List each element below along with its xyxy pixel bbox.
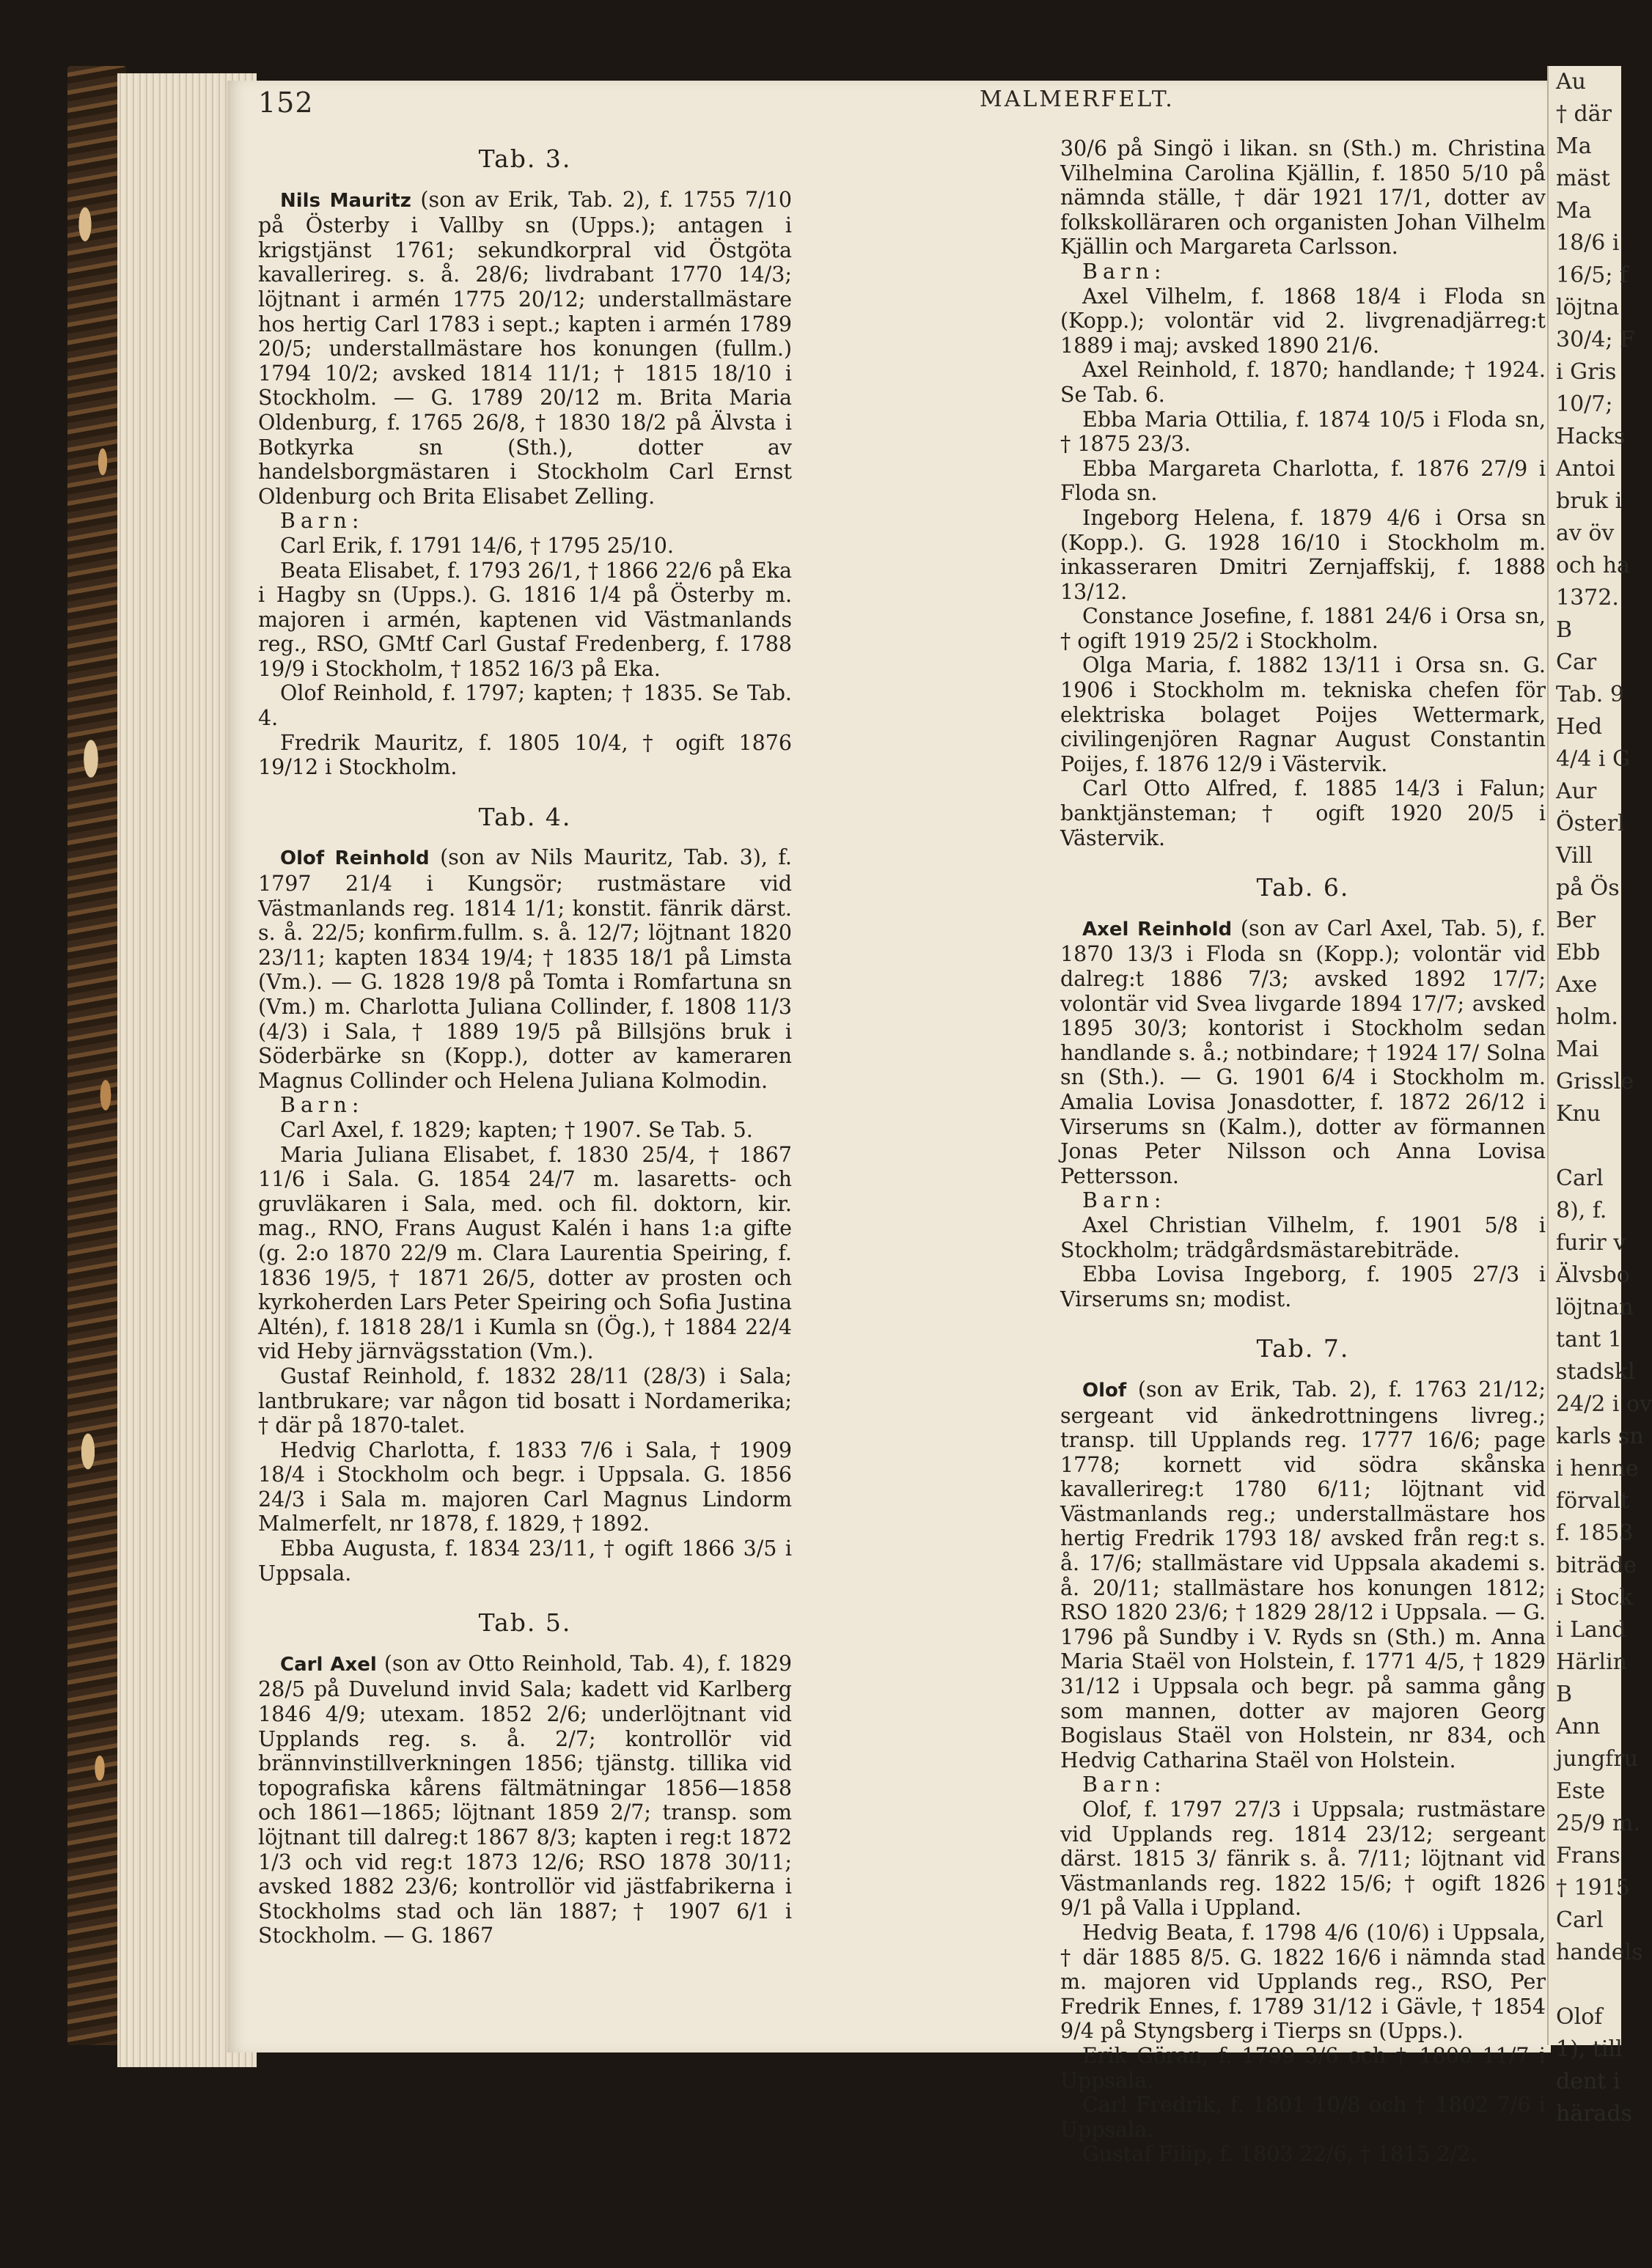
next-page-fragment: † där <box>1556 101 1612 127</box>
next-page-fragment: furir v <box>1556 1230 1626 1256</box>
next-page-fragment: Frans <box>1556 1843 1620 1868</box>
next-page-fragment: Knu <box>1556 1101 1601 1127</box>
child-entry: Constance Josefine, f. 1881 24/6 i Orsa sn, † ogift 1919 25/2 i Stockholm. <box>1060 604 1546 653</box>
children-heading: Barn: <box>1082 1188 1167 1213</box>
continued-text: 30/6 på Singö i likan. sn (Sth.) m. Christina Vilhelmina Carolina Kjällin, f. 1850 5/10 på nämnda ställe, † där 1921 17/1, dotter av folkskolläraren och organisten Johan Vilhelm Kjällin och Margareta Carlsson. <box>1060 136 1546 259</box>
next-page-fragment: stadskl <box>1556 1359 1635 1385</box>
children-heading: Barn: <box>1082 259 1167 284</box>
child-entry: Carl Otto Alfred, f. 1885 14/3 i Falun; banktjänsteman; † ogift 1920 20/5 i Västervik. <box>1060 776 1546 850</box>
child-entry: Olof, f. 1797 27/3 i Uppsala; rustmästare vid Upplands reg. 1814 23/12; sergeant därst. 1815 3/ fänrik s. å. 7/11; löjtnant vid Västmanlands reg. 1822 15/6; † ogift 1826 9/1 på Valla i Uppland. <box>1060 1797 1546 1921</box>
next-page-fragment: jungfru <box>1556 1746 1638 1772</box>
next-page-fragment: mäst <box>1556 166 1610 191</box>
next-page-fragment: Car <box>1556 649 1597 675</box>
next-page-fragment: löjtnan <box>1556 1295 1634 1320</box>
next-page-fragment: biträde <box>1556 1553 1637 1578</box>
next-page-fragment: i Gris <box>1556 359 1617 385</box>
child-entry: Erik Göran, f. 1799 3/6 och † 1800 11/7 i Uppsala. <box>1060 2043 1546 2093</box>
next-page-fragment: av öv <box>1556 520 1615 546</box>
next-page-fragment: 8), f. <box>1556 1198 1607 1223</box>
person-entry <box>1060 916 1546 1189</box>
next-page-edge <box>1547 66 1652 2127</box>
next-page-fragment: Tab. 9 <box>1556 682 1624 707</box>
entry-text: (son av Erik, Tab. 2), f. 1763 21/12; sergeant vid änkedrottningens livreg.; transp. till Upplands reg. 1777 16/6; page 1778; kornett vid södra skånska kavallerireg:t 1780 6/11; löjtnant vid Västmanlands reg.; understallmästare hos hertig Fredrik 1793 18/ avsked från reg:t s. å. 17/6; stallmästare vid Uppsala akademi s. å. 20/11; stallmästare hos konungen 1812; RSO 1820 23/6; † 1829 28/12 i Uppsala. — G. 1796 på Sundby i V. Ryds sn (Sth.) m. Anna Maria Staël von Holstein, f. 1771 4/5, † 1829 31/12 i Uppsala och begr. på samma gång som mannen, dotter av majoren Georg Bogislaus Staël von Holstein, nr 834, och Hedvig Catharina Staël von Holstein. <box>1060 1377 1546 1772</box>
entry-name: Olof Reinhold <box>280 847 430 870</box>
child-entry: Olof Reinhold, f. 1797; kapten; † 1835. Se Tab. 4. <box>258 681 792 731</box>
right-column <box>1060 136 1546 2167</box>
person-entry <box>258 845 792 1093</box>
next-page-fragment: holm. <box>1556 1004 1618 1030</box>
next-page-fragment: 4/4 i G <box>1556 746 1630 772</box>
next-page-fragment: löjtna <box>1556 295 1620 320</box>
next-page-fragment: 25/9 m. <box>1556 1811 1640 1836</box>
person-entry <box>1060 1377 1546 1773</box>
next-page-fragment: Carl <box>1556 1907 1604 1933</box>
child-entry: Ebba Maria Ottilia, f. 1874 10/5 i Floda sn, † 1875 23/3. <box>1060 407 1546 457</box>
entry-name: Nils Mauritz <box>280 189 411 212</box>
child-entry: Axel Christian Vilhelm, f. 1901 5/8 i Stockholm; trädgårdsmästarebiträde. <box>1060 1212 1546 1262</box>
next-page-fragment: handels <box>1556 1940 1643 1965</box>
next-page-fragment: Hacks <box>1556 424 1626 449</box>
next-page-fragment: B <box>1556 1682 1573 1707</box>
child-entry: Gustaf Filip, f. 1803 22/6, † 1815 2/2. <box>1082 2142 1477 2167</box>
next-page-fragment: Este <box>1556 1778 1606 1804</box>
next-page-fragment: Antoi <box>1556 456 1615 482</box>
child-entry: Hedvig Charlotta, f. 1833 7/6 i Sala, † 1909 18/4 i Stockholm och begr. i Uppsala. G. 1856 24/3 i Sala m. majoren Carl Magnus Lindorm Malmerfelt, nr 1878, f. 1829, † 1892. <box>258 1437 792 1536</box>
child-entry: Fredrik Mauritz, f. 1805 10/4, † ogift 1876 19/12 i Stockholm. <box>258 730 792 780</box>
entry-text: (son av Nils Mauritz, Tab. 3), f. 1797 21/4 i Kungsör; rustmästare vid Västmanlands reg. 1814 1/1; konstit. fänrik därst. s. å. 22/5; konfirm.fullm. s. å. 12/7; löjtnant 1820 23/11; kapten 1834 19/4; † 1835 18/1 på Limsta (Vm.). — G. 1828 19/8 på Tomta i Romfartuna sn (Vm.) m. Charlotta Juliana Collinder, f. 1808 11/3 (4/3) i Sala, † 1889 19/5 på Billsjöns bruk i Söderbärke sn (Kopp.), dotter av kameraren Magnus Collinder och Helena Juliana Kolmodin. <box>258 845 792 1093</box>
child-entry: Maria Juliana Elisabet, f. 1830 25/4, † 1867 11/6 i Sala. G. 1854 24/7 m. lasaretts- och gruvläkaren i Sala, med. och fil. doktorn, kir. mag., RNO, Frans August Kalén i hans 1:a gifte (g. 2:o 1870 22/9 m. Clara Laurentia Speiring, f. 1836 19/5, † 1871 26/5, dotter av prosten och kyrkoherden Lars Peter Speiring och Sofia Justina Altén), f. 1818 28/1 i Kumla sn (Ög.), † 1884 22/4 vid Heby järnvägsstation (Vm.). <box>258 1142 792 1364</box>
child-entry: Axel Vilhelm, f. 1868 18/4 i Floda sn (Kopp.); volontär vid 2. livgrenadjärreg:t 1889 i maj; avsked 1890 21/6. <box>1060 284 1546 358</box>
child-entry: Ingeborg Helena, f. 1879 4/6 i Orsa sn (Kopp.). G. 1928 16/10 i Stockholm m. inkasseraren Dmitri Zernjaffskij, f. 1888 13/12. <box>1060 505 1546 604</box>
next-page-fragment: Carl <box>1556 1166 1604 1191</box>
table-heading: Tab. 5. <box>478 1608 572 1638</box>
next-page-fragment: 30/4; F <box>1556 327 1635 353</box>
child-entry: Ebba Lovisa Ingeborg, f. 1905 27/3 i Virserums sn; modist. <box>1060 1262 1546 1311</box>
child-entry: Carl Fredrik, f. 1801 10/8 och † 1802 7/6 i Uppsala. <box>1060 2093 1546 2142</box>
child-entry: Axel Reinhold, f. 1870; handlande; † 1924. Se Tab. 6. <box>1060 358 1546 407</box>
next-page-fragment: karls sn <box>1556 1424 1644 1449</box>
next-page-fragment: Olof <box>1556 2004 1603 2030</box>
next-page-fragment: 18/6 i <box>1556 230 1620 256</box>
child-entry: Carl Axel, f. 1829; kapten; † 1907. Se Tab. 5. <box>280 1117 753 1142</box>
entry-text: (son av Erik, Tab. 2), f. 1755 7/10 på Österby i Vallby sn (Upps.); antagen i krigstjänst 1761; sekundkorpral vid Östgöta kavallerireg. s. å. 28/6; livdrabant 1770 14/3; löjtnant i armén 1775 20/12; understallmästare hos hertig Carl 1783 i sept.; kapten i armén 1789 20/5; understallmästare hos konungen (fullm.) 1794 10/2; avsked 1814 11/1; † 1815 18/10 i Stockholm. — G. 1789 20/12 m. Brita Maria Oldenburg, f. 1765 26/8, † 1830 18/2 på Älvsta i Botkyrka sn (Sth.), dotter av handelsborgmästaren i Stockholm Carl Ernst Oldenburg och Brita Elisabet Zelling. <box>258 187 792 509</box>
entry-name: Carl Axel <box>280 1653 377 1676</box>
next-page-fragment: Axe <box>1556 972 1598 998</box>
running-header <box>0 86 1620 123</box>
next-page-fragment: bruk i <box>1556 488 1623 514</box>
next-page-fragment: i henne <box>1556 1456 1639 1481</box>
left-column <box>258 136 792 1948</box>
table-heading: Tab. 4. <box>478 802 572 831</box>
next-page-fragment: 10/7; <box>1556 391 1613 417</box>
next-page-fragment: 1372. <box>1556 585 1619 611</box>
children-heading: Barn: <box>280 1093 364 1118</box>
person-entry <box>258 1652 792 1948</box>
next-page-fragment: Älvsbo <box>1556 1262 1630 1288</box>
next-page-fragment: Ann <box>1556 1714 1601 1739</box>
child-entry: Olga Maria, f. 1882 13/11 i Orsa sn. G. 1906 i Stockholm m. tekniska chefen för elektriska bolaget Poijes Wettermark, civilingenjören Ragnar August Constantin Poijes, f. 1876 12/9 i Västervik. <box>1060 653 1546 776</box>
entry-name: Axel Reinhold <box>1082 918 1233 940</box>
next-page-fragment: dent i <box>1556 2069 1620 2094</box>
next-page-fragment: Au <box>1556 69 1586 95</box>
page-number: 152 <box>258 86 314 119</box>
children-heading: Barn: <box>280 509 364 534</box>
next-page-fragment: f. 1853 <box>1556 1520 1634 1546</box>
next-page-fragment: tant 1 <box>1556 1327 1622 1352</box>
family-headword: MALMERFELT. <box>980 86 1175 112</box>
table-heading: Tab. 3. <box>478 144 572 173</box>
next-page-fragment: förvalt <box>1556 1488 1629 1514</box>
next-page-fragment <box>1549 1969 1621 2001</box>
next-page-fragment: 1), till <box>1556 2036 1623 2062</box>
next-page-fragment: härads <box>1556 2101 1633 2127</box>
child-entry: Gustaf Reinhold, f. 1832 28/11 (28/3) i Sala; lantbrukare; var någon tid bosatt i Nordamerika; † där på 1870-talet. <box>258 1363 792 1438</box>
person-entry <box>258 188 792 509</box>
next-page-fragment: Ma <box>1556 198 1592 224</box>
next-page-fragment: Ebb <box>1556 940 1601 965</box>
next-page-fragment: i Land <box>1556 1617 1626 1643</box>
child-entry: Hedvig Beata, f. 1798 4/6 (10/6) i Uppsala, † där 1885 8/5. G. 1822 16/6 i nämnda stad m. majoren vid Upplands reg., RSO, Per Fredrik Ennes, f. 1789 31/12 i Gävle, † 1854 9/4 på Styngsberg i Tierps sn (Upps.). <box>1060 1920 1546 2044</box>
next-page-fragment: Vill <box>1556 843 1593 869</box>
next-page-fragment: i Stock <box>1556 1585 1633 1610</box>
child-entry: Ebba Augusta, f. 1834 23/11, † ogift 1866 3/5 i Uppsala. <box>258 1536 792 1586</box>
child-entry: Carl Erik, f. 1791 14/6, † 1795 25/10. <box>280 533 674 558</box>
next-page-fragment: † 1915 <box>1556 1875 1630 1901</box>
next-page-fragment <box>1549 1130 1621 1163</box>
next-page-fragment: Grissle <box>1556 1069 1634 1094</box>
next-page-fragment: Mai <box>1556 1037 1599 1062</box>
next-page-fragment: 24/2 i ov <box>1556 1391 1652 1417</box>
child-entry: Beata Elisabet, f. 1793 26/1, † 1866 22/6 på Eka i Hagby sn (Upps.). G. 1816 1/4 på Österby m. majoren i armén, kaptenen vid Västmanlands reg., RSO, GMtf Carl Gustaf Fredenberg, f. 1788 19/9 i Stockholm, † 1852 16/3 på Eka. <box>258 558 792 681</box>
table-heading: Tab. 7. <box>1256 1334 1350 1363</box>
next-page-fragment: B <box>1556 617 1573 643</box>
next-page-fragment: Österl <box>1556 811 1625 836</box>
next-page-fragment: Härlin <box>1556 1649 1627 1675</box>
next-page-fragment: och ha <box>1556 553 1630 578</box>
entry-name: Olof <box>1082 1379 1127 1402</box>
next-page-fragment: Aur <box>1556 778 1597 804</box>
entry-text: (son av Carl Axel, Tab. 5), f. 1870 13/3 i Floda sn (Kopp.); volontär vid dalreg:t 1886 7/3; avsked 1892 17/7; volontär vid Svea livgarde 1894 17/7; avsked 1895 30/3; kontorist i Stockholm sedan handlande s. å.; notbindare; † 1924 17/ Solna sn (Sth.). — G. 1901 6/4 i Stockholm m. Amalia Lovisa Jonasdotter, f. 1872 26/12 i Virserums sn (Kalm.), dotter av förmannen Jonas Peter Nilsson och Anna Lovisa Pettersson. <box>1060 916 1546 1188</box>
next-page-fragment: Ma <box>1556 133 1592 159</box>
next-page-fragment: Hed <box>1556 714 1603 740</box>
children-heading: Barn: <box>1082 1772 1167 1797</box>
entry-text: (son av Otto Reinhold, Tab. 4), f. 1829 28/5 på Duvelund invid Sala; kadett vid Karlberg 1846 4/9; utexam. 1852 2/6; underlöjtnant vid Upplands reg. s. å. 2/7; kontrollör vid brännvinstillverkningen 1856; tjänstg. tillika vid topografiska kårens fältmätningar 1856—1858 och 1861—1865; löjtnant 1859 2/7; transp. som löjtnant till dalreg:t 1867 8/3; kapten i reg:t 1872 1/3 och vid reg:t 1873 12/6; RSO 1878 30/11; avsked 1882 23/6; kontrollör vid jästfabrikerna i Stockholms stad och län 1887; † 1907 6/1 i Stockholm. — G. 1867 <box>258 1651 792 1948</box>
child-entry: Ebba Margareta Charlotta, f. 1876 27/9 i Floda sn. <box>1060 456 1546 506</box>
table-heading: Tab. 6. <box>1256 873 1350 902</box>
next-page-fragment: 16/5; f <box>1556 262 1629 288</box>
next-page-fragment: Ber <box>1556 907 1596 933</box>
next-page-fragment: på Ös <box>1556 875 1620 901</box>
